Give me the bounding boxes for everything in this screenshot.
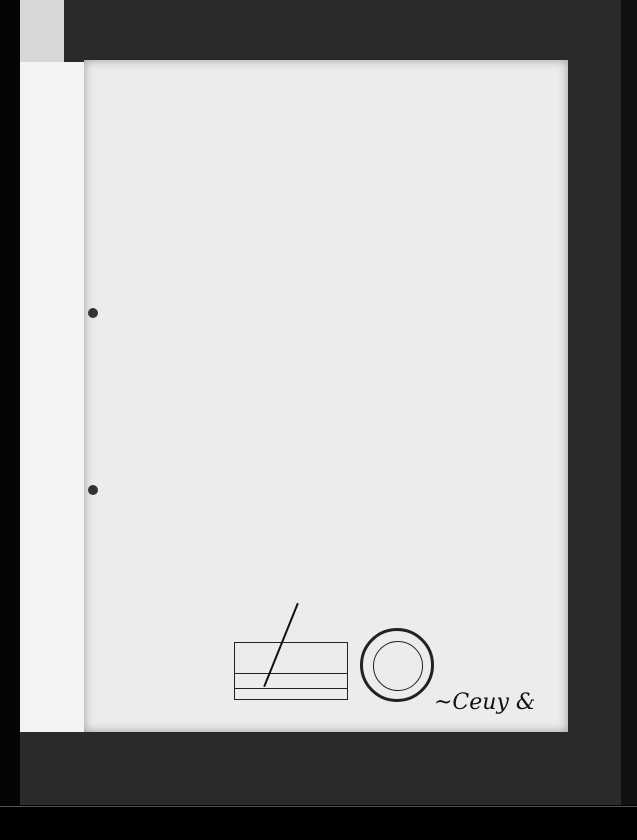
archive-footer-bar: [0, 805, 637, 840]
right-dark-edge: [621, 0, 637, 805]
left-dark-edge: [0, 0, 20, 805]
footer-divider: [0, 806, 637, 807]
punch-hole: [88, 308, 98, 318]
official-round-stamp: [360, 628, 434, 702]
folder-tab: [20, 0, 64, 62]
folder-card: [20, 62, 94, 732]
handwritten-signature: ~Ceuy &: [434, 690, 536, 715]
punch-hole: [88, 485, 98, 495]
received-stamp: [234, 642, 348, 700]
document-page: [84, 60, 568, 732]
